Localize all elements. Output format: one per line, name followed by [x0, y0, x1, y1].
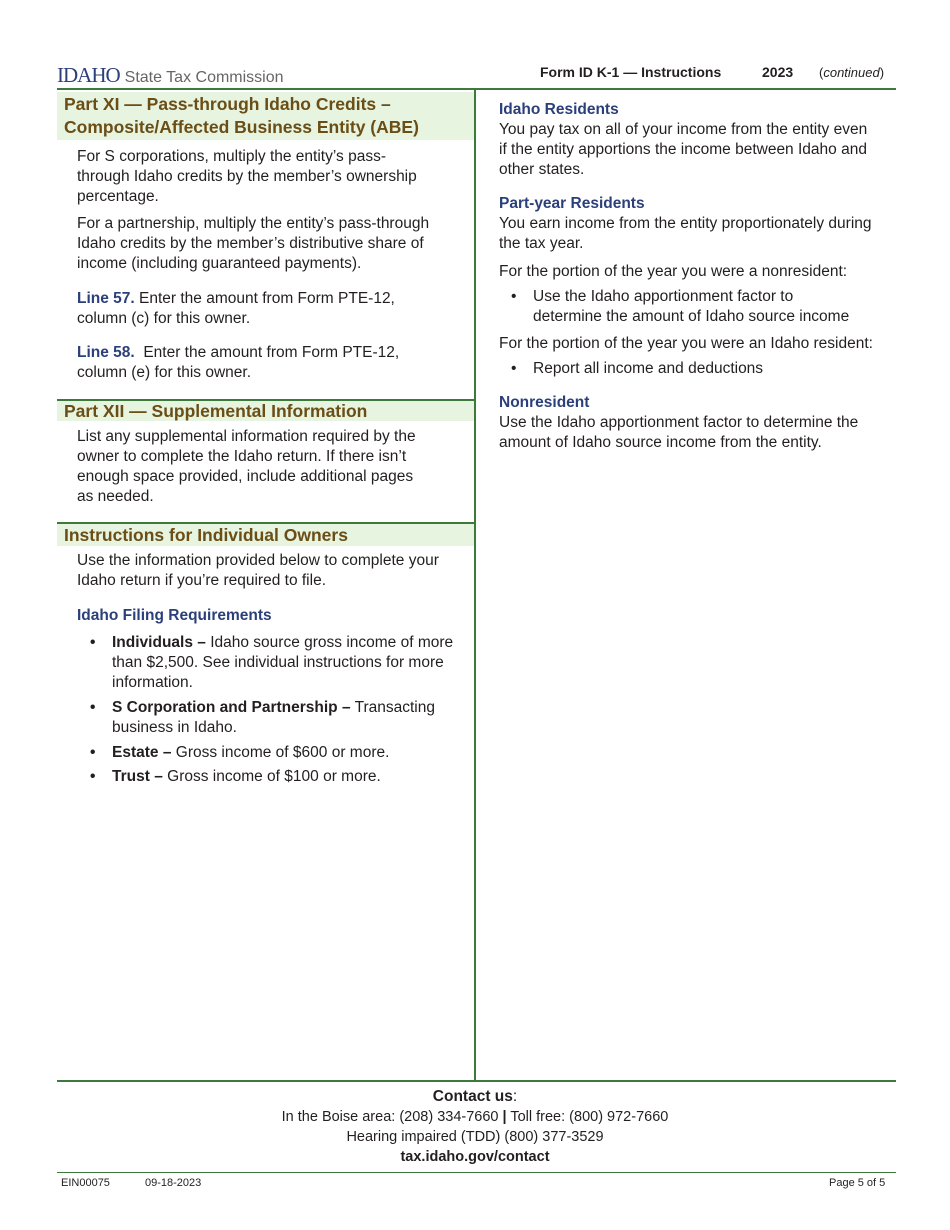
text-line: Idaho return if you’re required to file.: [77, 572, 326, 589]
text-line: Idaho credits by the member’s distributive share of: [77, 235, 424, 252]
text-line: as needed.: [77, 488, 154, 505]
text-line: For a partnership, multiply the entity’s pass-through: [77, 215, 430, 232]
line57-text: Enter the amount from Form PTE-12,: [134, 290, 395, 307]
text-line: other states.: [499, 161, 585, 178]
part12-paragraph: [77, 427, 416, 507]
text-line: List any supplemental information required by the: [77, 428, 416, 445]
bullet-apportionment: [511, 287, 901, 327]
filing-requirements-heading: Idaho Filing Requirements: [77, 607, 272, 624]
line58-text-2: column (e) for this owner.: [77, 364, 252, 381]
bullet-bold: Estate –: [112, 744, 172, 761]
text-line: owner to complete the Idaho return. If there isn’t: [77, 448, 407, 465]
text-line: Transacting: [350, 699, 435, 716]
bullet-body: [533, 359, 763, 379]
idaho-residents-heading: Idaho Residents: [499, 101, 619, 118]
part11-paragraph-1: [77, 147, 417, 207]
form-code: EIN00075: [61, 1177, 110, 1189]
individuals-title: Instructions for Individual Owners: [64, 525, 348, 545]
text-line: percentage.: [77, 188, 159, 205]
text-line: For S corporations, multiply the entity’s pass-: [77, 148, 386, 165]
page-number: Page 5 of 5: [829, 1177, 886, 1189]
continued-text: continued: [823, 65, 880, 80]
text-line: if the entity apportions the income between Idaho and: [499, 141, 867, 158]
bullet-dot: •: [90, 699, 96, 716]
part12-banner: [57, 401, 474, 421]
text-line: business in Idaho.: [112, 719, 237, 736]
part11-banner: [57, 92, 474, 140]
nonresident-portion-text: For the portion of the year you were a nonresident:: [499, 263, 848, 280]
contact-heading: [0, 1087, 950, 1107]
continued-label: (continued): [819, 65, 885, 80]
bullet-body: [112, 767, 381, 787]
bullet-body: [112, 698, 435, 738]
part-year-residents-text: [499, 214, 872, 254]
tdd-phone: Hearing impaired (TDD) (800) 377-3529: [346, 1129, 604, 1145]
text-line: information.: [112, 674, 193, 691]
part11-title-line2: Composite/Affected Business Entity (ABE): [64, 117, 419, 137]
line57-label: Line 57.: [77, 290, 135, 307]
logo-state-tax-commission: State Tax Commission: [124, 69, 284, 86]
text-line: Report all income and deductions: [533, 360, 764, 377]
footer-rule: [57, 1080, 896, 1082]
contact-colon: :: [512, 1088, 518, 1105]
part11-title-line1: Part XI — Pass-through Idaho Credits –: [64, 94, 391, 114]
idaho-residents-text: [499, 120, 867, 180]
bullet-trust: [90, 767, 475, 787]
text-line: amount of Idaho source income from the entity.: [499, 434, 822, 451]
bullet-dot: •: [511, 360, 517, 377]
revision-date: 09-18-2023: [145, 1177, 202, 1189]
bullet-bold: S Corporation and Partnership –: [112, 699, 351, 716]
text-line: Use the Idaho apportionment factor to determine the: [499, 414, 859, 431]
form-year: 2023: [762, 64, 794, 80]
text-line: Gross income of $600 or more.: [171, 744, 390, 761]
contact-phones: [0, 1107, 950, 1127]
bullet-s-corporation: [90, 698, 475, 738]
toll-free-phone: Toll free: (800) 972-7660: [506, 1109, 669, 1125]
resident-portion-text: For the portion of the year you were an Idaho resident:: [499, 335, 873, 352]
text-line: than $2,500. See individual instructions for more: [112, 654, 444, 671]
text-line: Use the Idaho apportionment factor to: [533, 288, 794, 305]
bullet-dot: •: [90, 744, 96, 761]
text-line: income (including guaranteed payments).: [77, 255, 362, 272]
text-line: You pay tax on all of your income from the entity even: [499, 121, 868, 138]
text-line: Gross income of $100 or more.: [162, 768, 381, 785]
footer-bottom-rule: [57, 1172, 896, 1173]
contact-label: Contact us: [432, 1088, 513, 1105]
logo-idaho: IDAHO: [57, 63, 120, 87]
bullet-individuals: [90, 633, 475, 693]
bullet-report-all: [511, 359, 901, 379]
header-rule: [57, 88, 896, 90]
bullet-bold: Trust –: [112, 768, 163, 785]
bullet-body: [533, 287, 849, 327]
text-line: enough space provided, include additional pages: [77, 468, 414, 485]
part11-paragraph-2: [77, 214, 429, 274]
text-line: Idaho source gross income of more: [205, 634, 454, 651]
boise-phone: In the Boise area: (208) 334-7660: [281, 1109, 499, 1125]
line58-label: Line 58.: [77, 344, 135, 361]
logo: [57, 63, 284, 85]
line57-instruction: [77, 289, 395, 329]
text-line: You earn income from the entity proportionately during: [499, 215, 872, 232]
individuals-paragraph: [77, 551, 439, 591]
text-line: the tax year.: [499, 235, 584, 252]
line58-text: Enter the amount from Form PTE-12,: [134, 344, 400, 361]
text-line: Use the information provided below to complete your: [77, 552, 439, 569]
bullet-body: [112, 743, 389, 763]
bullet-dot: •: [90, 634, 96, 651]
form-title: Form ID K-1 — Instructions: [540, 64, 722, 80]
part12-title: Part XII — Supplemental Information: [64, 401, 368, 421]
nonresident-heading: Nonresident: [499, 394, 590, 411]
text-line: through Idaho credits by the member’s ownership: [77, 168, 417, 185]
bullet-dot: •: [511, 288, 517, 305]
bullet-body: [112, 633, 453, 693]
bullet-dot: •: [90, 768, 96, 785]
individuals-banner: [57, 524, 474, 546]
bullet-bold: Individuals –: [112, 634, 206, 651]
line57-text-2: column (c) for this owner.: [77, 310, 251, 327]
contact-url[interactable]: tax.idaho.gov/contact: [400, 1149, 550, 1165]
text-line: determine the amount of Idaho source income: [533, 308, 850, 325]
separator: |: [502, 1109, 507, 1125]
part-year-residents-heading: Part-year Residents: [499, 195, 645, 212]
bullet-estate: [90, 743, 475, 763]
line58-instruction: [77, 343, 399, 383]
nonresident-text: [499, 413, 858, 453]
column-divider: [474, 90, 476, 1081]
